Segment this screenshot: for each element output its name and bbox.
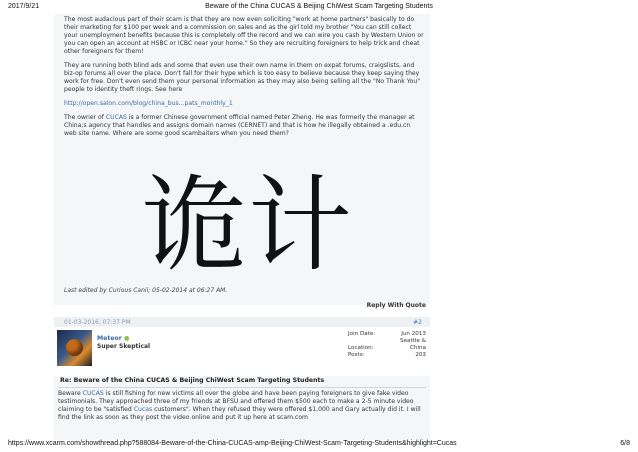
chinese-characters-image: 诡计 [142,164,355,286]
post-1-body [64,16,424,144]
avatar[interactable] [57,330,92,366]
post-timestamp: 01-03-2016, 07:37 PM [64,319,131,326]
post-2-body: Beware CUCAS is still fishing for new victims all over the globe and have been paying foreigners to give fake video testimonials. They approached three of my friends at BFSU and offered them $500 each to make a 2-5 minute video claiming to be "satisfied Cucas customers". When they refused they were offered $1,000 and Gary actually did it. I will find the link as soon as they post the video online and put it up here at scam.com [58,390,421,421]
planet-icon [66,339,83,356]
user-title: Super Skeptical [97,343,151,350]
print-footer [0,438,638,452]
online-status-icon: ● [123,335,130,342]
post-2-userinfo [54,328,430,374]
user-meta: Join Date: Jun 2013 Location:Seattle & China Posts: 203 [348,331,426,358]
print-date: 2017/9/21 [8,3,40,10]
post-number-link[interactable]: #2 [413,319,422,326]
post-paragraph: The most audacious part of their scam is that they are now even soliciting "work at home partners" basically to do their marketing for $100 per week and a commission on sales and as the girl told my brother "You can still collect your unemployment benefits because this is completely off the record and we can wire you cash by Western Union or you can open an account at HSBC or ICBC near your home." So they are recruiting foreigners to help trick and cheat other foreigners for them! [64,16,424,55]
print-title: Beware of the China CUCAS & Beijing ChiWest Scam Targeting Students [205,3,433,10]
post-1 [54,14,430,305]
reply-with-quote-button[interactable]: Reply With Quote [366,302,426,309]
last-edited-note: Last edited by Curious Canii; 05-02-2014 at 06:27 AM. [64,287,228,294]
post-paragraph: The owner of CUCAS is a former Chinese government official named Peter Zheng. He was formerly the manager at China;s agency that handles and assigns domain names (CERNET) and that is how he illegally obtained a .edu.cn web site name. Where are some good scambaiters when you need them? [64,114,415,137]
cucas-keyword-link[interactable]: Cucas [133,406,153,413]
page-number: 6/8 [620,440,630,447]
post-paragraph: They are running both blind ads and some that even use their own name in them on expat forums, craigslists, and biz-op forums all over the place. Don't fall for their hype which is too easy to believe because they keep saying they work for free. Don't even send them your personal information as they may also being selling all the "No Thank You" people to identity theft rings. See here [64,62,421,93]
salon-link[interactable]: http://open.salon.com/blog/china_bus...pats_monthly_1 [64,100,233,107]
print-url: https://www.xcarm.com/showthread.php?588084-Beware-of-the-China-CUCAS-amp-Beijing-ChiWest-Scam-Targeting-Students&highlight=Cucas [8,440,457,447]
username[interactable]: Meteor ● [97,335,130,342]
post-2-title: Re: Beware of the China CUCAS & Beijing ChiWest Scam Targeting Students [60,377,325,384]
cucas-keyword-link[interactable]: CUCAS [105,114,127,121]
print-header [0,0,638,14]
post-2 [54,376,430,440]
divider [58,387,426,388]
cucas-keyword-link[interactable]: CUCAS [82,390,104,397]
post-2-header-bar [54,317,430,327]
